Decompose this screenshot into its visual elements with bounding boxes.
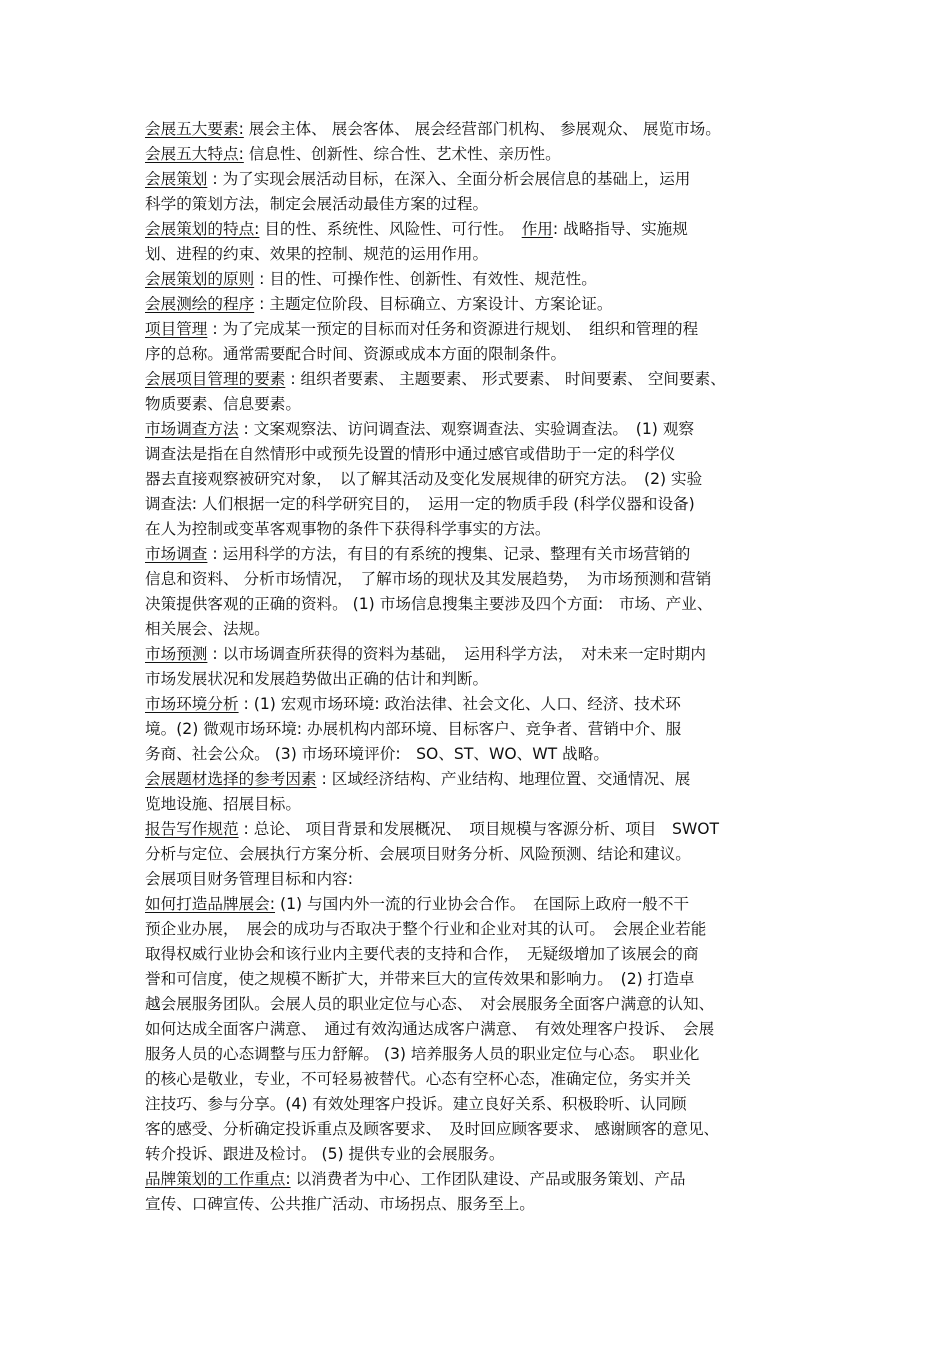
term-body: 物质要素、信息要素。 bbox=[145, 395, 301, 413]
text-line bbox=[145, 692, 815, 717]
term-heading: 会展题材选择的参考因素 bbox=[145, 770, 317, 788]
text-line bbox=[145, 292, 815, 317]
term-body: 在人为控制或变革客观事物的条件下获得科学事实的方法。 bbox=[145, 520, 551, 538]
term-body: : 为了实现会展活动目标，在深入、全面分析会展信息的基础上，运用 bbox=[212, 170, 691, 188]
term-body: 注技巧、参与分享。(4) 有效处理客户投诉。建立良好关系、积极聆听、认同顾 bbox=[145, 1095, 687, 1113]
term-body: : 为了完成某一预定的目标而对任务和资源进行规划、 组织和管理的程 bbox=[212, 320, 699, 338]
term-body: 越会展服务团队。会展人员的职业定位与心态、 对会展服务全面客户满意的认知、 bbox=[145, 995, 715, 1013]
term-body: : 战略指导、实施规 bbox=[552, 220, 688, 238]
term-heading: 会展测绘的程序 bbox=[145, 295, 255, 313]
term-heading: 会展策划的原则 bbox=[145, 270, 255, 288]
text-line bbox=[145, 992, 815, 1017]
term-body: : 以市场调查所获得的资料为基础， 运用科学方法， 对未来一定时期内 bbox=[212, 645, 706, 663]
term-body: 会展项目财务管理目标和内容: bbox=[145, 870, 353, 888]
text-line bbox=[145, 1067, 815, 1092]
term-heading: 项目管理 bbox=[145, 320, 208, 338]
term-body: 务商、社会公众。 (3) 市场环境评价: SO、ST、WO、WT 战略。 bbox=[145, 745, 609, 763]
term-body: 目的性、系统性、风险性、可行性。 bbox=[264, 220, 507, 238]
text-line bbox=[145, 1167, 815, 1192]
text-line bbox=[145, 117, 815, 142]
term-heading: 会展策划 bbox=[145, 170, 208, 188]
text-line bbox=[145, 942, 815, 967]
term-body: 如何达成全面客户满意、 通过有效沟通达成客户满意、 有效处理客户投诉、 会展 bbox=[145, 1020, 715, 1038]
term-body: 信息性、创新性、综合性、艺术性、亲历性。 bbox=[248, 145, 561, 163]
term-body: : 总论、 项目背景和发展概况、 项目规模与客源分析、项目 SWOT bbox=[243, 820, 720, 838]
text-line bbox=[145, 392, 815, 417]
term-body: 调查法是指在自然情形中或预先设置的情形中通过感官或借助于一定的科学仪 bbox=[145, 445, 676, 463]
text-line bbox=[145, 1142, 815, 1167]
text-line bbox=[145, 492, 815, 517]
term-body: 展会主体、 展会客体、 展会经营部门机构、 参展观众、 展览市场。 bbox=[248, 120, 721, 138]
term-heading: 市场预测 bbox=[145, 645, 208, 663]
text-line bbox=[145, 967, 815, 992]
term-body: : 主题定位阶段、目标确立、方案设计、方案论证。 bbox=[259, 295, 613, 313]
text-line bbox=[145, 442, 815, 467]
term-heading: 报告写作规范 bbox=[145, 820, 239, 838]
term-heading: 品牌策划的工作重点: bbox=[145, 1170, 291, 1188]
text-line bbox=[145, 242, 815, 267]
text-line bbox=[145, 892, 815, 917]
text-line bbox=[145, 1192, 815, 1217]
term-heading: 市场调查方法 bbox=[145, 420, 239, 438]
term-body: 览地设施、招展目标。 bbox=[145, 795, 301, 813]
term-heading: 如何打造品牌展会: bbox=[145, 895, 276, 913]
term-body: 转介投诉、跟进及检讨。 (5) 提供专业的会展服务。 bbox=[145, 1145, 505, 1163]
text-line bbox=[145, 567, 815, 592]
term-body: 相关展会、法规。 bbox=[145, 620, 270, 638]
text-line bbox=[145, 1092, 815, 1117]
text-line bbox=[145, 317, 815, 342]
term-body: 誉和可信度，使之规模不断扩大，并带来巨大的宣传效果和影响力。 (2) 打造卓 bbox=[145, 970, 695, 988]
term-heading: 市场环境分析 bbox=[145, 695, 239, 713]
term-heading: 会展五大特点: bbox=[145, 145, 244, 163]
term-body: : (1) 宏观市场环境: 政治法律、社会文化、人口、经济、技术环 bbox=[243, 695, 681, 713]
term-body: 序的总称。通常需要配合时间、资源或成本方面的限制条件。 bbox=[145, 345, 567, 363]
text-line bbox=[145, 867, 815, 892]
text-line bbox=[145, 167, 815, 192]
text-line bbox=[145, 1117, 815, 1142]
term-body: 预企业办展， 展会的成功与否取决于整个行业和企业对其的认可。 会展企业若能 bbox=[145, 920, 707, 938]
text-line bbox=[145, 842, 815, 867]
text-line bbox=[145, 792, 815, 817]
term-body: 境。(2) 微观市场环境: 办展机构内部环境、目标客户、竞争者、营销中介、服 bbox=[145, 720, 682, 738]
text-line bbox=[145, 517, 815, 542]
term-body: 宣传、口碑宣传、公共推广活动、市场拐点、服务至上。 bbox=[145, 1195, 535, 1213]
text-line bbox=[145, 767, 815, 792]
term-body: 决策提供客观的正确的资料。 (1) 市场信息搜集主要涉及四个方面: 市场、产业、 bbox=[145, 595, 713, 613]
text-line bbox=[145, 817, 815, 842]
term-heading: 市场调查 bbox=[145, 545, 208, 563]
term-body: 以消费者为中心、工作团队建设、产品或服务策划、产品 bbox=[295, 1170, 686, 1188]
text-line bbox=[145, 617, 815, 642]
term-body: 分析与定位、会展执行方案分析、会展项目财务分析、风险预测、结论和建议。 bbox=[145, 845, 691, 863]
text-line bbox=[145, 417, 815, 442]
term-body: 客的感受、分析确定投诉重点及顾客要求、 及时回应顾客要求、 感谢顾客的意见、 bbox=[145, 1120, 720, 1138]
term-body: : 文案观察法、访问调查法、观察调查法、实验调查法。 (1) 观察 bbox=[243, 420, 695, 438]
text-line bbox=[145, 642, 815, 667]
term-heading: 会展项目管理的要素 bbox=[145, 370, 286, 388]
text-line bbox=[145, 542, 815, 567]
term-body: 信息和资料、 分析市场情况， 了解市场的现状及其发展趋势， 为市场预测和营销 bbox=[145, 570, 712, 588]
term-body: : 目的性、可操作性、创新性、有效性、规范性。 bbox=[259, 270, 597, 288]
text-line bbox=[145, 467, 815, 492]
term-body: : 运用科学的方法，有目的有系统的搜集、记录、整理有关市场营销的 bbox=[212, 545, 691, 563]
text-line bbox=[145, 917, 815, 942]
text-line bbox=[145, 367, 815, 392]
text-line bbox=[145, 717, 815, 742]
term-body: 划、进程的约束、效果的控制、规范的运用作用。 bbox=[145, 245, 489, 263]
term-body: 的核心是敬业，专业，不可轻易被替代。心态有空杯心态，准确定位，务实并关 bbox=[145, 1070, 691, 1088]
text-line bbox=[145, 667, 815, 692]
text-line bbox=[145, 1042, 815, 1067]
document-body bbox=[145, 117, 815, 1217]
term-body: : 区域经济结构、产业结构、地理位置、交通情况、展 bbox=[321, 770, 691, 788]
term-body: 调查法: 人们根据一定的科学研究目的， 运用一定的物质手段 (科学仪器和设备) bbox=[145, 495, 695, 513]
text-line bbox=[145, 192, 815, 217]
term-heading: 会展五大要素: bbox=[145, 120, 244, 138]
term-body: 器去直接观察被研究对象， 以了解其活动及变化发展规律的研究方法。 (2) 实验 bbox=[145, 470, 703, 488]
text-line bbox=[145, 142, 815, 167]
term-heading: 会展策划的特点: bbox=[145, 220, 260, 238]
text-line bbox=[145, 342, 815, 367]
text-line bbox=[145, 592, 815, 617]
term-body: 取得权威行业协会和该行业内主要代表的支持和合作， 无疑级增加了该展会的商 bbox=[145, 945, 699, 963]
text-line bbox=[145, 1017, 815, 1042]
text-line bbox=[145, 217, 815, 242]
text-line bbox=[145, 742, 815, 767]
term-body: 服务人员的心态调整与压力舒解。 (3) 培养服务人员的职业定位与心态。 职业化 bbox=[145, 1045, 700, 1063]
term-body: : 组织者要素、 主题要素、 形式要素、 时间要素、 空间要素、 bbox=[290, 370, 726, 388]
term-body: 科学的策划方法，制定会展活动最佳方案的过程。 bbox=[145, 195, 489, 213]
term-body: (1) 与国内外一流的行业协会合作。 在国际上政府一般不干 bbox=[279, 895, 690, 913]
term-body: 市场发展状况和发展趋势做出正确的估计和判断。 bbox=[145, 670, 489, 688]
text-line bbox=[145, 267, 815, 292]
term-heading: 作用 bbox=[521, 220, 553, 238]
